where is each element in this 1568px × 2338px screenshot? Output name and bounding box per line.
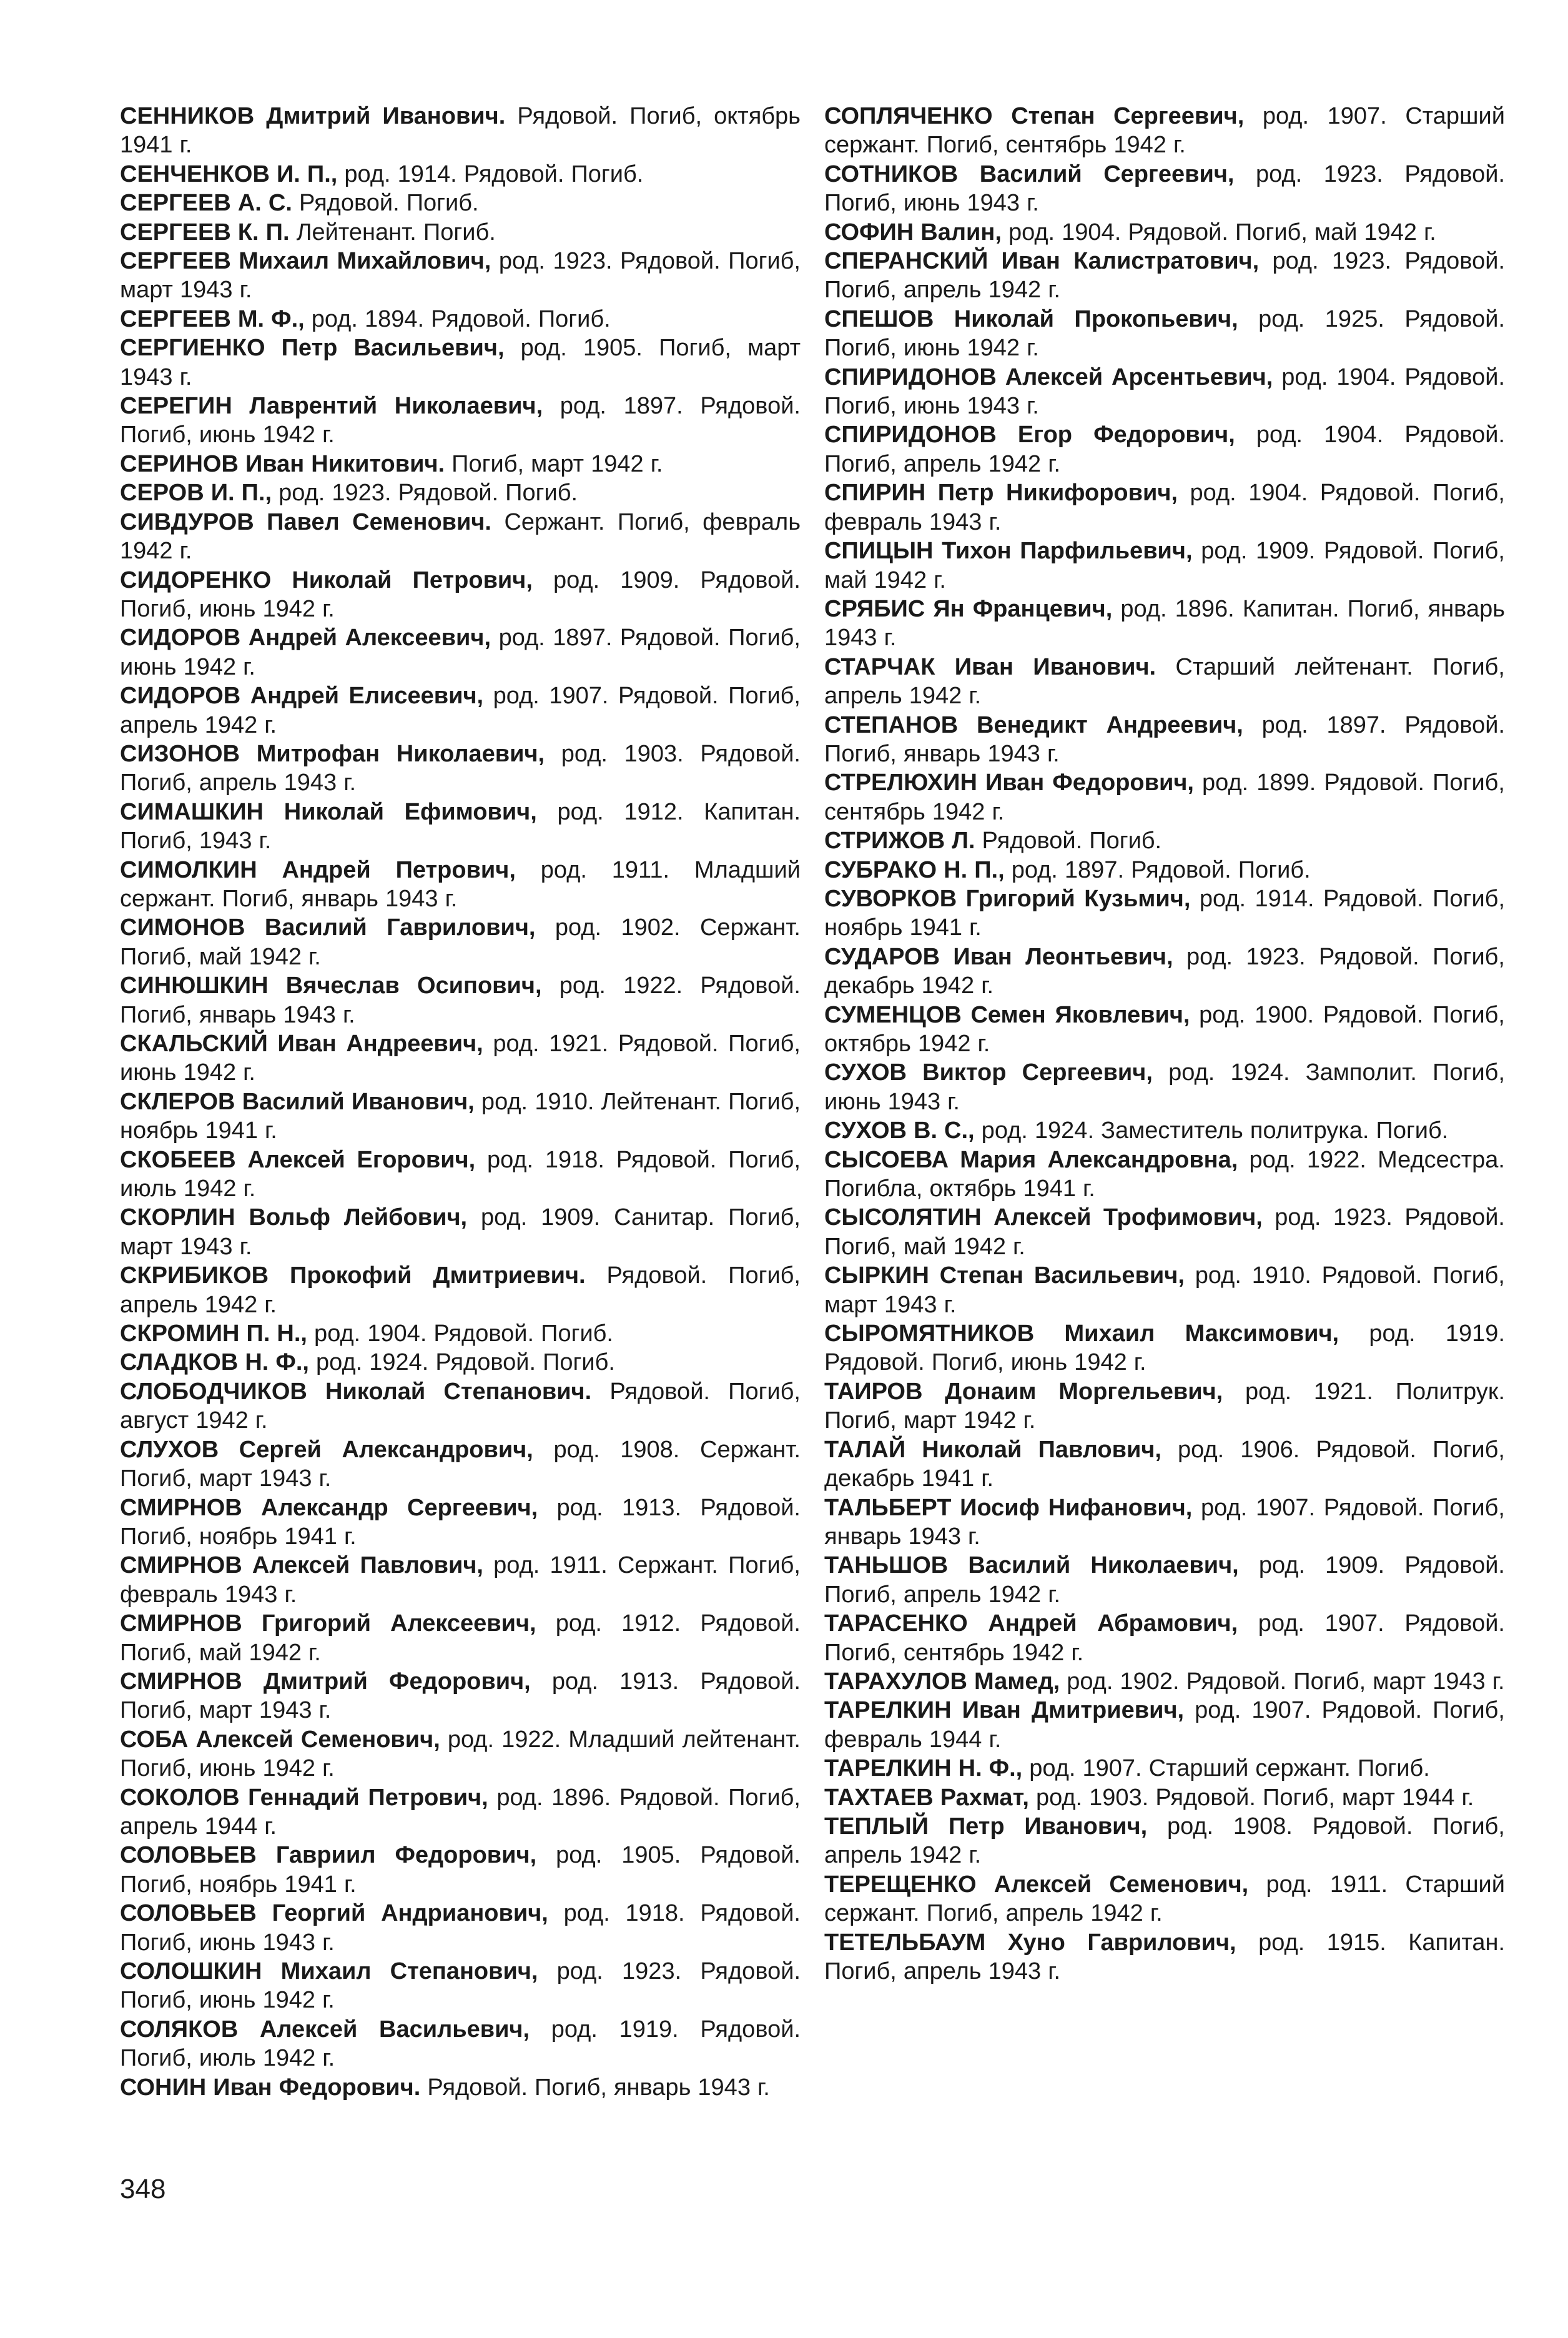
entry-name: СИДОРОВ Андрей Елисеевич, (120, 683, 484, 710)
entry-name: СИВДУРОВ Павел Семенович. (120, 508, 491, 535)
entry-name: ТАЛЬБЕРТ Иосиф Нифанович, (824, 1494, 1193, 1521)
entry (120, 1725, 801, 1783)
entry-details: род. 1922. Медсестра. Погибла, октябрь 1941 г. (824, 1146, 1505, 1202)
entry-name: СЕРОВ И. П., (120, 480, 272, 507)
entry (120, 305, 801, 334)
entry-details: Рядовой. Погиб. (292, 190, 479, 217)
entry-details: род. 1894. Рядовой. Погиб. (304, 305, 611, 332)
entry-name: СЕРГИЕНКО Петр Васильевич, (120, 335, 505, 362)
entry (120, 1551, 801, 1609)
entry (824, 1754, 1505, 1783)
entry-details: род. 1905. Погиб, март 1943 г. (120, 335, 801, 390)
entry-details: род. 1911. Младший сержант. Погиб, январь 1943 г. (120, 856, 801, 912)
entry (120, 218, 801, 247)
entry-name: СТРИЖОВ Л. (824, 828, 975, 854)
entry (120, 1029, 801, 1087)
entry (120, 392, 801, 450)
entry-name: СЫСОЕВА Мария Александровна, (824, 1146, 1238, 1173)
entry-details: род. 1904. Рядовой. Погиб. (307, 1320, 613, 1347)
entry (120, 1261, 801, 1319)
entry-details: род. 1919. Рядовой. Погиб, июнь 1942 г. (824, 1320, 1505, 1376)
entry-details: род. 1923. Рядовой. Погиб, май 1942 г. (824, 1204, 1505, 1260)
entry (824, 1001, 1505, 1059)
entry-name: СЫРКИН Степан Васильевич, (824, 1262, 1185, 1289)
entry (120, 1087, 801, 1146)
entry-details: род. 1896. Капитан. Погиб, январь 1943 г. (824, 595, 1506, 651)
entry-details: род. 1922. Рядовой. Погиб, январь 1943 г. (120, 973, 801, 1028)
entry-details: род. 1911. Сержант. Погиб, февраль 1943 г. (120, 1552, 801, 1608)
entry (120, 1146, 801, 1204)
entry-details: род. 1899. Рядовой. Погиб, сентябрь 1942 г. (824, 770, 1505, 825)
entry (120, 971, 801, 1029)
entry-name: СИДОРЕНКО Николай Петрович, (120, 567, 533, 593)
entry-details: род. 1913. Рядовой. Погиб, ноябрь 1941 г. (120, 1494, 801, 1550)
entry-name: СИНЮШКИН Вячеслав Осипович, (120, 973, 542, 999)
entry-details: род. 1915. Капитан. Погиб, апрель 1943 г. (824, 1929, 1505, 1984)
entry-name: ТАХТАЕВ Рахмат, (824, 1784, 1029, 1811)
entry-details: род. 1904. Рядовой. Погиб, июнь 1943 г. (824, 364, 1506, 420)
entry-details: род. 1923. Рядовой. Погиб, июнь 1943 г. (824, 161, 1506, 217)
entry-details: род. 1911. Старший сержант. Погиб, апрель 1942 г. (824, 1871, 1506, 1927)
entry-details: род. 1903. Рядовой. Погиб, апрель 1943 г. (120, 740, 801, 796)
entry (120, 1319, 801, 1348)
entry-details: род. 1909. Санитар. Погиб, март 1943 г. (120, 1204, 801, 1260)
entry (120, 189, 801, 217)
entry-details: род. 1914. Рядовой. Погиб. (337, 161, 644, 187)
entry-name: СОЛОВЬЕВ Георгий Андрианович, (120, 1900, 548, 1927)
entry-name: СМИРНОВ Дмитрий Федорович, (120, 1668, 531, 1695)
entry-details: род. 1896. Рядовой. Погиб, апрель 1944 г. (120, 1784, 801, 1840)
entry-name: СЕРГЕЕВ К. П. (120, 219, 290, 245)
entry-name: СЕРЕГИН Лаврентий Николаевич, (120, 393, 543, 420)
entry-details: род. 1907. Старший сержант. Погиб. (1022, 1755, 1430, 1782)
entry-name: СОБА Алексей Семенович, (120, 1726, 440, 1753)
left-column (120, 102, 801, 2102)
entry-name: СКРОМИН П. Н., (120, 1320, 307, 1347)
entry (120, 1841, 801, 1899)
entry-details: род. 1903. Рядовой. Погиб, март 1944 г. (1028, 1784, 1474, 1811)
entry (120, 1899, 801, 1957)
entry (824, 1696, 1505, 1754)
entry-name: СОЛЯКОВ Алексей Васильевич, (120, 2016, 530, 2043)
entry-name: СЕРИНОВ Иван Никитович. (120, 450, 445, 477)
entry-name: СОКОЛОВ Геннадий Петрович, (120, 1784, 488, 1811)
entry-name: ТАРЕЛКИН Иван Дмитриевич, (824, 1697, 1185, 1724)
entry-name: СПЕРАНСКИЙ Иван Калистратович, (824, 248, 1260, 275)
entry-name: СОТНИКОВ Василий Сергеевич, (824, 161, 1235, 187)
entry (120, 2073, 801, 2102)
entry (120, 1203, 801, 1261)
entry (120, 1667, 801, 1725)
entry-details: род. 1907. Рядовой. Погиб, февраль 1944 г. (824, 1697, 1505, 1753)
entry-details: род. 1918. Рядовой. Погиб, июль 1942 г. (120, 1146, 801, 1202)
entry-details: Сержант. Погиб, февраль 1942 г. (120, 508, 801, 565)
entry-details: Погиб, март 1942 г. (445, 450, 663, 477)
entry-name: СОЛОВЬЕВ Гавриил Федорович, (120, 1842, 537, 1869)
entry (824, 884, 1505, 943)
entry (824, 1812, 1505, 1870)
entry-details: род. 1919. Рядовой. Погиб, июль 1942 г. (120, 2016, 801, 2072)
entry (824, 1551, 1505, 1609)
entry (824, 826, 1505, 855)
entry-details: род. 1904. Рядовой. Погиб, февраль 1943 г. (824, 480, 1505, 535)
entry (120, 102, 801, 160)
entry-name: СПИРИДОНОВ Алексей Арсентьевич, (824, 364, 1273, 390)
entry-name: ТАРЕЛКИН Н. Ф., (824, 1755, 1023, 1782)
entry (824, 305, 1505, 363)
entry-name: СЛОБОДЧИКОВ Николай Степанович. (120, 1378, 592, 1405)
entry-details: род. 1921. Политрук. Погиб, март 1942 г. (824, 1378, 1505, 1434)
entry (824, 1116, 1505, 1145)
entry (824, 102, 1505, 160)
entry (120, 1348, 801, 1377)
entry-details: род. 1902. Рядовой. Погиб, март 1943 г. (1060, 1668, 1505, 1695)
entry-name: СЛАДКОВ Н. Ф., (120, 1349, 309, 1376)
entry (824, 160, 1505, 218)
entry-details: род. 1906. Рядовой. Погиб, декабрь 1941 г. (824, 1436, 1505, 1492)
entry-details: род. 1897. Рядовой. Погиб, январь 1943 г. (824, 711, 1505, 767)
entry (120, 478, 801, 507)
entry (824, 1493, 1505, 1552)
entry-details: род. 1914. Рядовой. Погиб, ноябрь 1941 г. (824, 885, 1505, 941)
entry-details: род. 1907. Рядовой. Погиб, январь 1943 г. (824, 1494, 1505, 1550)
entry-name: СКРИБИКОВ Прокофий Дмитриевич. (120, 1262, 586, 1289)
entry (824, 478, 1505, 537)
entry-name: СОЛОШКИН Михаил Степанович, (120, 1958, 538, 1984)
entry (120, 1435, 801, 1493)
entry (824, 1261, 1505, 1319)
entry-name: СИМОЛКИН Андрей Петрович, (120, 856, 516, 883)
entry-details: род. 1923. Рядовой. Погиб. (272, 480, 578, 507)
entry-details: род. 1918. Рядовой. Погиб, июнь 1943 г. (120, 1900, 801, 1956)
entry-name: СПИРИН Петр Никифорович, (824, 480, 1178, 507)
entry (824, 1319, 1505, 1377)
entry (120, 740, 801, 798)
entry (120, 566, 801, 624)
entry (120, 681, 801, 740)
entry (824, 1146, 1505, 1204)
entry-details: род. 1897. Рядовой. Погиб, июнь 1942 г. (120, 393, 801, 448)
entry (824, 856, 1505, 884)
entry-details: род. 1897. Рядовой. Погиб, июнь 1942 г. (120, 625, 801, 680)
entry-details: род. 1907. Рядовой. Погиб, апрель 1942 г. (120, 683, 801, 738)
entry-name: СРЯБИС Ян Францевич, (824, 595, 1113, 622)
entry-name: СЕРГЕЕВ Михаил Михайлович, (120, 248, 491, 275)
entry-details: род. 1923. Рядовой. Погиб, июнь 1942 г. (120, 1958, 801, 2014)
entry-name: СЫСОЛЯТИН Алексей Трофимович, (824, 1204, 1263, 1231)
entry (824, 1609, 1505, 1667)
entry-name: СИМАШКИН Николай Ефимович, (120, 798, 537, 825)
entry-name: СПЕШОВ Николай Прокопьевич, (824, 305, 1238, 332)
entry-name: СЕРГЕЕВ М. Ф., (120, 305, 305, 332)
entry (120, 2015, 801, 2073)
entry-details: род. 1909. Рядовой. Погиб, апрель 1942 г. (824, 1552, 1505, 1608)
entry-details: род. 1902. Сержант. Погиб, май 1942 г. (120, 914, 801, 970)
entry-details: род. 1905. Рядовой. Погиб, ноябрь 1941 г. (120, 1842, 801, 1898)
entry-details: род. 1912. Капитан. Погиб, 1943 г. (120, 798, 801, 854)
entry (824, 1377, 1505, 1435)
entry (120, 1377, 801, 1435)
entry-name: СМИРНОВ Александр Сергеевич, (120, 1494, 538, 1521)
entry (120, 1783, 801, 1841)
entry-name: СУВОРКОВ Григорий Кузьмич, (824, 885, 1191, 912)
entry-details: Старший лейтенант. Погиб, апрель 1942 г. (824, 653, 1505, 710)
entry (824, 420, 1505, 478)
entry (824, 1203, 1505, 1261)
entry (120, 1957, 801, 2015)
entry-name: ТАИРОВ Донаим Моргельевич, (824, 1378, 1223, 1405)
entry-name: СИДОРОВ Андрей Алексеевич, (120, 625, 491, 651)
entry-name: СМИРНОВ Григорий Алексеевич, (120, 1610, 536, 1637)
entry-name: СЕННИКОВ Дмитрий Иванович. (120, 103, 506, 129)
entry (824, 1667, 1505, 1696)
entry-details: род. 1908. Сержант. Погиб, март 1943 г. (120, 1436, 801, 1492)
entry-details: Рядовой. Погиб, январь 1943 г. (420, 2074, 770, 2101)
right-column (824, 102, 1505, 1986)
entry-details: род. 1907. Рядовой. Погиб, сентябрь 1942 г. (824, 1610, 1505, 1666)
entry-name: СКАЛЬСКИЙ Иван Андреевич, (120, 1031, 483, 1057)
entry (824, 1058, 1505, 1116)
entry-details: род. 1924. Заместитель политрука. Погиб. (974, 1117, 1449, 1144)
entry-name: СИМОНОВ Василий Гаврилович, (120, 914, 536, 941)
entry (120, 334, 801, 392)
entry (824, 247, 1505, 305)
entry-name: СКЛЕРОВ Василий Иванович, (120, 1088, 475, 1115)
entry-details: род. 1923. Рядовой. Погиб, апрель 1942 г. (824, 248, 1505, 304)
entry-details: Рядовой. Погиб, август 1942 г. (120, 1378, 801, 1434)
entry-name: ТАНЬШОВ Василий Николаевич, (824, 1552, 1239, 1579)
entry-name: СИЗОНОВ Митрофан Николаевич, (120, 740, 545, 767)
entry-name: ТАРАСЕНКО Андрей Абрамович, (824, 1610, 1238, 1637)
entry (824, 1435, 1505, 1493)
entry-name: ТАЛАЙ Николай Павлович, (824, 1436, 1161, 1463)
entry-details: род. 1924. Замполит. Погиб, июнь 1943 г. (824, 1059, 1506, 1115)
entry (824, 1870, 1505, 1928)
entry-name: ТЕПЛЫЙ Петр Иванович, (824, 1813, 1148, 1840)
entry-name: СОНИН Иван Федорович. (120, 2074, 421, 2101)
entry-name: СКОБЕЕВ Алексей Егорович, (120, 1146, 476, 1173)
entry-details: род. 1922. Младший лейтенант. Погиб, июнь 1942 г. (120, 1726, 801, 1782)
entry-details: род. 1909. Рядовой. Погиб, июнь 1942 г. (120, 567, 801, 622)
entry-details: Рядовой. Погиб. (975, 828, 1162, 854)
entry-name: СМИРНОВ Алексей Павлович, (120, 1552, 483, 1579)
entry-details: род. 1924. Рядовой. Погиб. (308, 1349, 615, 1376)
entry-details: род. 1904. Рядовой. Погиб, апрель 1942 г. (824, 422, 1506, 477)
entry-details: род. 1908. Рядовой. Погиб, апрель 1942 г. (824, 1813, 1505, 1869)
entry-details: род. 1923. Рядовой. Погиб, декабрь 1942 г. (824, 943, 1505, 999)
entry-name: СОФИН Валин, (824, 219, 1002, 245)
entry (120, 1609, 801, 1667)
entry-details: Лейтенант. Погиб. (289, 219, 496, 245)
entry (824, 595, 1505, 653)
entry (120, 247, 801, 305)
entry (824, 363, 1505, 421)
entry (120, 450, 801, 478)
entry-details: род. 1913. Рядовой. Погиб, март 1943 г. (120, 1668, 801, 1724)
entry (824, 768, 1505, 826)
entry (120, 160, 801, 189)
entry-name: СТЕПАНОВ Венедикт Андреевич, (824, 711, 1243, 738)
entry-name: СПИЦЫН Тихон Парфильевич, (824, 538, 1193, 565)
entry-details: род. 1900. Рядовой. Погиб, октябрь 1942 г. (824, 1001, 1505, 1057)
entry-name: СОПЛЯЧЕНКО Степан Сергеевич, (824, 103, 1245, 129)
entry-name: СЛУХОВ Сергей Александрович, (120, 1436, 533, 1463)
entry-details: род. 1925. Рядовой. Погиб, июнь 1942 г. (824, 305, 1506, 362)
entry (824, 218, 1505, 247)
entry-details: Рядовой. Погиб, апрель 1942 г. (120, 1262, 801, 1318)
entry-name: СПИРИДОНОВ Егор Федорович, (824, 422, 1235, 448)
entry-name: ТЕРЕЩЕНКО Алексей Семенович, (824, 1871, 1249, 1898)
entry (824, 1783, 1505, 1812)
entry (824, 711, 1505, 769)
entry-details: Рядовой. Погиб, октябрь 1941 г. (120, 103, 801, 159)
entry-details: род. 1921. Рядовой. Погиб, июнь 1942 г. (120, 1031, 801, 1086)
entry-name: ТАРАХУЛОВ Мамед, (824, 1668, 1060, 1695)
entry-name: СУХОВ Виктор Сергеевич, (824, 1059, 1153, 1086)
entry (824, 653, 1505, 711)
entry-details: род. 1909. Рядовой. Погиб, май 1942 г. (824, 538, 1505, 593)
entry-name: СУДАРОВ Иван Леонтьевич, (824, 943, 1173, 970)
entry-name: ТЕТЕЛЬБАУМ Хуно Гаврилович, (824, 1929, 1236, 1956)
entry-name: СТАРЧАК Иван Иванович. (824, 653, 1156, 680)
entry-details: род. 1910. Рядовой. Погиб, март 1943 г. (824, 1262, 1505, 1318)
entry (120, 508, 801, 566)
entry-details: род. 1904. Рядовой. Погиб, май 1942 г. (1001, 219, 1436, 245)
entry-details: род. 1897. Рядовой. Погиб. (1004, 856, 1311, 883)
entry (824, 537, 1505, 595)
entry (120, 856, 801, 914)
entry-name: СЕНЧЕНКОВ И. П., (120, 161, 338, 187)
entry (824, 1928, 1505, 1986)
page-number: 348 (120, 2174, 166, 2204)
entry-name: СУМЕНЦОВ Семен Яковлевич, (824, 1001, 1190, 1028)
entry (120, 623, 801, 681)
entry-name: СЫРОМЯТНИКОВ Михаил Максимович, (824, 1320, 1339, 1347)
entry (120, 913, 801, 971)
entry-name: СКОРЛИН Вольф Лейбович, (120, 1204, 468, 1231)
entry-name: СУХОВ В. С., (824, 1117, 975, 1144)
entry-name: СУБРАКО Н. П., (824, 856, 1005, 883)
entry-details: род. 1912. Рядовой. Погиб, май 1942 г. (120, 1610, 801, 1666)
entry-name: СЕРГЕЕВ А. С. (120, 190, 292, 217)
entry-details: род. 1910. Лейтенант. Погиб, ноябрь 1941 г. (120, 1088, 801, 1144)
entry (824, 943, 1505, 1001)
entry-name: СТРЕЛЮХИН Иван Федорович, (824, 770, 1194, 796)
entry-details: род. 1923. Рядовой. Погиб, март 1943 г. (120, 248, 801, 304)
entry-details: род. 1907. Старший сержант. Погиб, сентябрь 1942 г. (824, 103, 1505, 159)
entry (120, 1493, 801, 1552)
entry (120, 798, 801, 856)
